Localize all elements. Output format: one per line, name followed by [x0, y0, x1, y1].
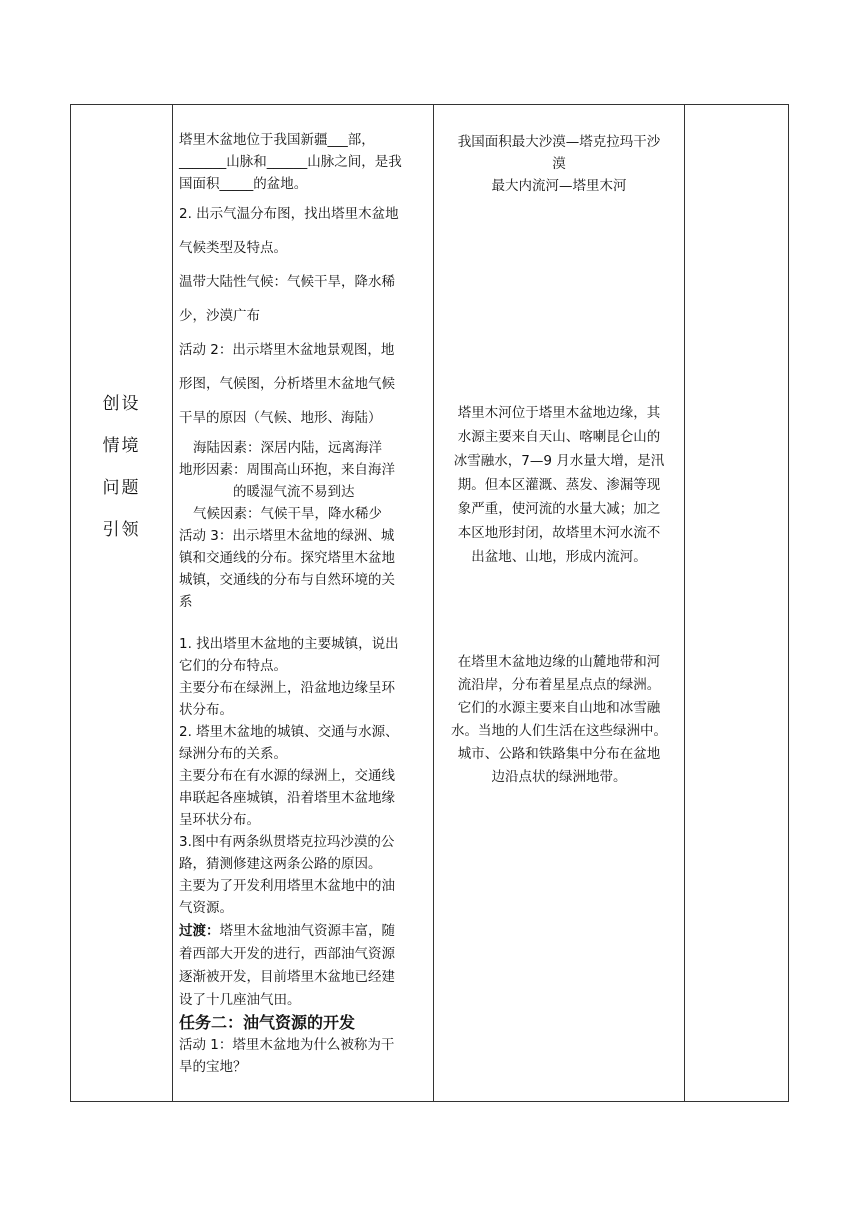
text-line: 城市、公路和铁路集中分布在盆地	[457, 746, 661, 762]
text-line: 状分布。	[179, 702, 233, 718]
text-line: 逐渐被开发，目前塔里木盆地已经建	[179, 969, 395, 985]
text-line: 串联起各座城镇，沿着塔里木盆地缘	[179, 790, 395, 806]
task-heading: 任务二：油气资源的开发	[179, 1013, 356, 1032]
text-line: 本区地形封闭，故塔里木河水流不	[457, 525, 661, 541]
text-line: 国面积_____的盆地。	[179, 176, 308, 192]
text-line: 少，沙漠广布	[179, 308, 260, 324]
text-line: 海陆因素：深居内陆，远离海洋	[193, 440, 382, 456]
text-line: 温带大陆性气候：气候干旱，降水稀	[179, 274, 395, 290]
column-divider	[433, 105, 434, 1101]
text-line: 设了十几座油气田。	[179, 992, 301, 1008]
text-line: 它们的分布特点。	[179, 658, 287, 674]
text-line: 水源主要来自天山、喀喇昆仑山的	[457, 429, 661, 445]
text-line: 地形因素：周围高山环抱，来自海洋	[179, 462, 395, 478]
text-line: 塔里木盆地位于我国新疆___部，	[179, 132, 375, 148]
section-label-line: 创设	[102, 394, 141, 414]
notes-block-3	[439, 651, 679, 789]
transition-line	[179, 920, 429, 943]
notes-block-1	[439, 131, 679, 197]
text-line: 系	[179, 594, 193, 610]
text-line: 我国面积最大沙漠—塔克拉玛干沙	[457, 134, 661, 150]
text-line: 呈环状分布。	[179, 812, 260, 828]
text-line: 主要分布在绿洲上，沿盆地边缘呈环	[179, 680, 395, 696]
teaching-activities-cell	[179, 129, 429, 1078]
text-line: 2. 出示气温分布图，找出塔里木盆地	[179, 206, 399, 222]
text-line: 塔里木盆地油气资源丰富，随	[219, 923, 395, 939]
text-line: 活动 1：塔里木盆地为什么被称为干	[179, 1037, 395, 1053]
section-label-cell	[71, 105, 172, 1101]
section-label	[71, 383, 172, 551]
text-line: 它们的水源主要来自山地和冰雪融	[457, 700, 661, 716]
text-line: 象严重，使河流的水量大减；加之	[457, 501, 661, 517]
text-line: 主要分布在有水源的绿洲上，交通线	[179, 768, 395, 784]
text-line: 城镇，交通线的分布与自然环境的关	[179, 572, 395, 588]
text-line: 3.图中有两条纵贯塔克拉玛沙漠的公	[179, 834, 395, 850]
text-line: 着西部大开发的进行，西部油气资源	[179, 946, 395, 962]
text-line: 干旱的原因（气候、地形、海陆）	[179, 410, 382, 426]
text-line: 塔里木河位于塔里木盆地边缘，其	[457, 405, 661, 421]
text-line: 路，猜测修建这两条公路的原因。	[179, 856, 382, 872]
text-line: 形图，气候图，分析塔里木盆地气候	[179, 376, 395, 392]
text-line: 漠	[552, 156, 566, 172]
text-line: 镇和交通线的分布。探究塔里木盆地	[179, 550, 395, 566]
transition-label: 过渡：	[179, 923, 220, 939]
text-line: 流沿岸，分布着星星点点的绿洲。	[457, 677, 661, 693]
text-line: 水。当地的人们生活在这些绿洲中。	[451, 723, 667, 739]
text-line: 冰雪融水，7—9 月水量大增，是汛	[453, 453, 665, 469]
notes-block-2	[439, 401, 679, 569]
text-line: 期。但本区灌溉、蒸发、渗漏等现	[457, 477, 661, 493]
text-line: 旱的宝地？	[179, 1059, 247, 1075]
text-line: 气候类型及特点。	[179, 240, 287, 256]
text-line: 在塔里木盆地边缘的山麓地带和河	[457, 654, 661, 670]
text-line: 1. 找出塔里木盆地的主要城镇，说出	[179, 636, 399, 652]
text-line: 边沿点状的绿洲地带。	[491, 769, 627, 785]
text-line: 主要为了开发利用塔里木盆地中的油	[179, 878, 395, 894]
lesson-table	[70, 104, 789, 1102]
text-line: 活动 2：出示塔里木盆地景观图，地	[179, 342, 395, 358]
text-line: 活动 3：出示塔里木盆地的绿洲、城	[179, 528, 395, 544]
column-divider	[172, 105, 173, 1101]
text-line: _______山脉和______山脉之间，是我	[179, 154, 402, 170]
text-line: 的暖湿气流不易到达	[233, 484, 355, 500]
section-label-line: 问题	[102, 478, 141, 498]
section-label-line: 情境	[102, 436, 141, 456]
text-line: 出盆地、山地，形成内流河。	[471, 549, 647, 565]
text-line: 绿洲分布的关系。	[179, 746, 287, 762]
text-line: 气候因素：气候干旱，降水稀少	[193, 506, 382, 522]
section-label-line: 引领	[102, 520, 141, 540]
text-line: 气资源。	[179, 900, 233, 916]
text-line: 最大内流河—塔里木河	[491, 178, 627, 194]
empty-cell	[685, 105, 789, 1101]
text-line: 2. 塔里木盆地的城镇、交通与水源、	[179, 724, 399, 740]
